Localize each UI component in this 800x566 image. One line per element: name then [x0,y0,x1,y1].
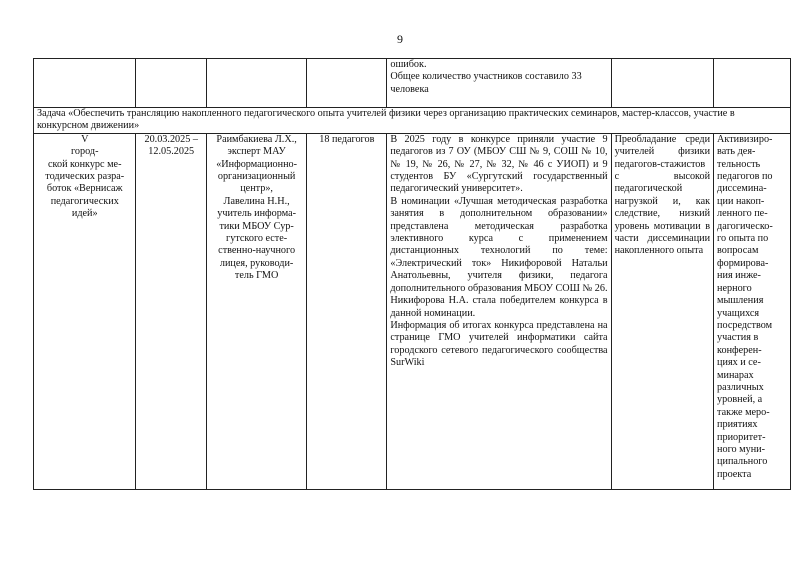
responsible-line: эксперт МАУ [227,146,286,158]
next-steps-line: также меро- [717,406,770,418]
next-steps-line: конферен- [717,344,762,356]
cell-next-steps [714,133,791,489]
table-row-event [34,133,791,489]
results-paragraph: В номинации «Лучшая методическая разработка занятия в дополнительном образовании» представлена методическая разработка элективного курса с применением дистанционных технологий по теме: «Электрический ток» Никифоровой Натальи Анатольевны, учителя физики, педагога дополнительного образования МБОУ СОШ № 26. [390,195,608,294]
table-row-continuation [34,59,791,108]
table-row-task [34,108,791,134]
cell-empty [206,59,306,108]
task-heading: Задача «Обеспечить трансляцию накопленного педагогического опыта учителей физики через организацию практических семинаров, мастер-классов, участие в конкурсном движении» [34,108,791,134]
event-name-line: боток «Вернисаж [46,183,123,195]
next-steps-line: минарах [717,369,754,381]
results-line: Общее количество участников составило 33 человека [390,71,582,95]
responsible-line: тики МБОУ Сур- [219,220,294,232]
results-paragraph: Никифорова Н.А. стала победителем конкурса в данной номинации. [390,295,608,319]
responsible-line: центр», [240,183,273,195]
responsible-line: ственно-научного [218,245,296,257]
responsible-line: организационный [217,171,296,183]
next-steps-line: приоритет- [717,431,766,443]
next-steps-line: тельность [717,158,761,170]
responsible-line: Раимбакиева Л.Х., [216,133,297,145]
results-paragraph: Информация об итогах конкурса представлена на странице ГМО учителей информатики сайта городского сетевого педагогического сообщества SurWiki [390,319,608,369]
cell-empty [611,59,713,108]
event-name-line: педагогических [50,195,119,207]
results-line: ошибок. [390,59,427,70]
event-name-line: идей» [71,208,98,220]
next-steps-line: мышления [717,295,764,307]
next-steps-line: ципального [717,456,768,468]
cell-empty [34,59,136,108]
next-steps-line: нерного [717,282,752,294]
next-steps-line: го опыта по [717,233,769,245]
cell-dates: 20.03.2025 – 12.05.2025 [136,133,206,489]
next-steps-line: ния инже- [717,270,761,282]
next-steps-line: Активизиро- [717,133,773,145]
responsible-line: лицея, руководи- [219,257,294,269]
next-steps-line: уровней, а [717,394,763,406]
next-steps-line: вать дея- [717,146,756,158]
cell-empty [714,59,791,108]
cell-results [387,133,611,489]
next-steps-line: приятиях [717,419,758,431]
next-steps-line: педагогов по [717,171,773,183]
results-paragraph: В 2025 году в конкурсе приняли участие 9 педагогов из 7 ОУ (МБОУ СШ № 9, СОШ № 10, № 19, № 26, № 27, № 32, № 46 с УИОП) и 9 студентов БУ «Сургутский государственный педагогический университет». [390,133,608,195]
cell-results-continuation [387,59,611,108]
next-steps-line: ного муни- [717,443,765,455]
next-steps-line: посредством [717,319,773,331]
event-name-line: город- [70,146,99,158]
next-steps-line: ции накоп- [717,195,765,207]
next-steps-line: учащихся [717,307,760,319]
responsible-line: гутского есте- [226,233,288,245]
next-steps-line: ленного пе- [717,208,768,220]
responsible-line: тель ГМО [234,270,279,282]
cell-empty [136,59,206,108]
event-name-line: ской конкурс ме- [48,158,122,170]
cell-empty [307,59,387,108]
cell-participants: 18 педагогов [307,133,387,489]
next-steps-line: участия в [717,332,759,344]
event-name-line: тодических разра- [45,171,125,183]
page-number: 9 [397,32,403,46]
next-steps-line: диссемина- [717,183,767,195]
responsible-line: «Информационно- [216,158,298,170]
next-steps-line: различных [717,381,764,393]
responsible-line: учитель информа- [217,208,296,220]
next-steps-line: проекта [717,468,752,480]
responsible-line: Лавелина Н.Н., [223,195,290,207]
cell-event-name [34,133,136,489]
cell-responsible [206,133,306,489]
cell-problems: Преобладание среди учителей физики педагогов-стажистов с высокой педагогической нагрузкой и, как следствие, низкий уровень мотивации в части диссеминации накопленного опыта [611,133,713,489]
next-steps-line: дагогическо- [717,220,773,232]
next-steps-line: формирова- [717,257,769,269]
next-steps-line: вопросам [717,245,759,257]
report-table [33,58,791,490]
event-name-line: V [81,133,89,145]
next-steps-line: циях и се- [717,357,761,369]
